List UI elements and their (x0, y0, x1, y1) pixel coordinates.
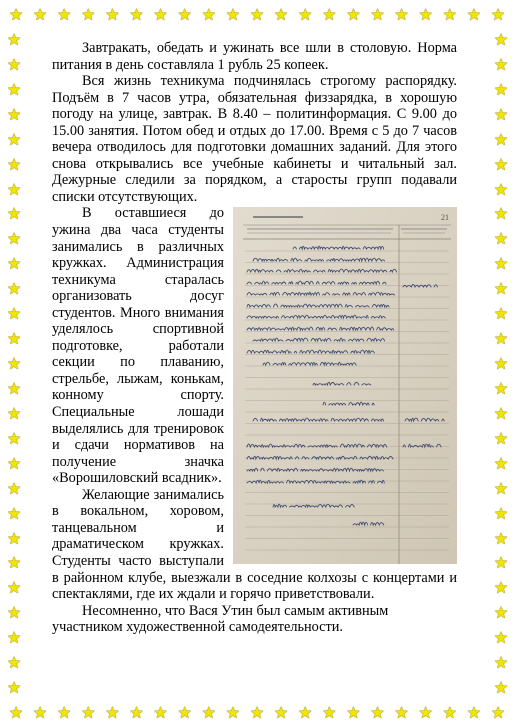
star-icon: ★ (6, 329, 22, 349)
star-icon: ★ (6, 104, 22, 124)
star-icon: ★ (298, 703, 313, 722)
star-icon: ★ (493, 403, 509, 423)
star-icon: ★ (129, 703, 144, 722)
star-icon: ★ (493, 229, 509, 249)
star-icon: ★ (493, 154, 509, 174)
star-icon: ★ (6, 229, 22, 249)
star-icon: ★ (493, 279, 509, 299)
star-icon: ★ (418, 5, 433, 24)
star-icon: ★ (466, 703, 482, 722)
star-icon: ★ (346, 5, 361, 24)
star-icon: ★ (493, 354, 509, 373)
star-icon: ★ (6, 304, 22, 324)
star-icon: ★ (370, 703, 385, 722)
star-icon: ★ (8, 703, 24, 722)
star-icon: ★ (6, 378, 22, 398)
star-icon: ★ (493, 378, 509, 398)
star-icon: ★ (493, 603, 509, 623)
star-icon: ★ (153, 703, 168, 722)
star-icon: ★ (493, 204, 509, 224)
star-icon: ★ (493, 54, 509, 74)
star-icon: ★ (32, 5, 48, 24)
paragraph-meals: Завтракать, обедать и ужинать все шли в столовую. Норма питания в день составляла 1 рубль 25 копеек. (52, 40, 457, 73)
star-icon: ★ (493, 653, 509, 673)
star-icon: ★ (6, 254, 22, 274)
star-icon: ★ (6, 553, 22, 573)
star-icon: ★ (322, 703, 337, 722)
star-icon: ★ (442, 703, 457, 722)
star-icon: ★ (6, 478, 22, 498)
star-icon: ★ (273, 703, 289, 722)
star-icon: ★ (6, 603, 22, 623)
star-icon: ★ (346, 703, 361, 722)
star-icon: ★ (177, 5, 192, 24)
star-icon: ★ (493, 304, 509, 324)
star-icon: ★ (6, 428, 22, 448)
archival-document-image (233, 207, 457, 564)
star-icon: ★ (493, 578, 509, 598)
star-icon: ★ (6, 403, 22, 423)
paragraph-clubs: В оставшиеся до ужина два часа студенты занимались в различных кружках. Администрация техникума старалась организовать досуг студентов. Много внимания уделялось спортивной подготовке, работали секции по плаванию, стрельбе, лыжам, конькам, конному спорту. Специальные лошади выделялись для тренировок и сдачи нормативов на получение значка «Ворошиловский всадник». (52, 205, 224, 487)
star-icon: ★ (32, 703, 48, 722)
star-icon: ★ (493, 478, 509, 498)
star-icon: ★ (6, 354, 22, 373)
star-icon: ★ (273, 5, 289, 24)
star-icon: ★ (493, 179, 509, 199)
star-icon: ★ (493, 104, 509, 124)
star-icon: ★ (201, 703, 216, 722)
star-icon: ★ (225, 703, 241, 722)
star-icon: ★ (249, 703, 265, 722)
paragraph-circles: Желающие занимались в вокальном, хоровом, танцевальном и драматическом кружках. Студенты часто выступали в районном клубе, выезжали в соседние колхозы с концертами и спектаклями, где их ждали и горячо приветствовали. (52, 486, 457, 603)
star-icon: ★ (493, 628, 509, 648)
star-icon: ★ (81, 703, 96, 722)
star-icon: ★ (6, 578, 22, 598)
star-icon: ★ (370, 5, 385, 24)
star-icon: ★ (394, 5, 409, 24)
star-icon: ★ (493, 453, 509, 473)
star-icon: ★ (394, 703, 409, 722)
star-icon: ★ (493, 428, 509, 448)
main-text (52, 40, 457, 636)
star-icon: ★ (153, 5, 168, 24)
star-icon: ★ (493, 29, 509, 49)
star-icon: ★ (6, 279, 22, 299)
star-icon: ★ (6, 453, 22, 473)
star-icon: ★ (298, 5, 313, 24)
star-icon: ★ (105, 5, 120, 24)
star-icon: ★ (493, 503, 509, 523)
star-icon: ★ (466, 5, 482, 24)
star-icon: ★ (129, 5, 144, 24)
star-icon: ★ (6, 653, 22, 673)
star-icon: ★ (493, 528, 509, 548)
star-icon: ★ (201, 5, 216, 24)
star-icon: ★ (177, 703, 192, 722)
star-icon: ★ (6, 628, 22, 648)
star-icon: ★ (6, 29, 22, 49)
star-icon: ★ (225, 5, 241, 24)
star-icon: ★ (490, 5, 506, 24)
star-icon: ★ (493, 254, 509, 274)
star-icon: ★ (6, 154, 22, 174)
star-icon: ★ (442, 5, 457, 24)
star-icon: ★ (493, 678, 509, 698)
star-icon: ★ (418, 703, 433, 722)
star-icon: ★ (322, 5, 337, 24)
star-icon: ★ (105, 703, 120, 722)
star-icon: ★ (493, 329, 509, 349)
star-icon: ★ (6, 204, 22, 224)
star-icon: ★ (6, 79, 22, 99)
star-icon: ★ (6, 179, 22, 199)
svg-text:21: 21 (441, 213, 449, 223)
star-icon: ★ (493, 79, 509, 99)
star-icon: ★ (249, 5, 265, 24)
star-icon: ★ (6, 528, 22, 548)
star-icon: ★ (6, 503, 22, 523)
star-icon: ★ (6, 54, 22, 74)
star-icon: ★ (81, 5, 96, 24)
star-icon: ★ (6, 129, 22, 149)
star-icon: ★ (8, 5, 24, 24)
paragraph-schedule: Вся жизнь техникума подчинялась строгому распорядку. Подъём в 7 часов утра, обязательная физзарядка, в хорошую погоду на улице, завтрак. В 8.40 – политинформация. С 9.00 до 15.00 занятия. Потом обед и отдых до 17.00. Время с 5 до 7 часов вечера отводилось для подготовки домашних заданий. Для этого снова открывались все учебные кабинеты и читальный зал. Дежурные следили за порядком, а старосты групп подавали списки отсутствующих. (52, 73, 457, 205)
star-icon: ★ (6, 678, 22, 698)
star-icon: ★ (57, 703, 72, 722)
paragraph-vasya: Несомненно, что Вася Утин был самым активным участником художественной самодеятельности. (52, 602, 389, 636)
star-icon: ★ (493, 129, 509, 149)
star-icon: ★ (490, 703, 506, 722)
star-icon: ★ (57, 5, 72, 24)
star-icon: ★ (493, 553, 509, 573)
